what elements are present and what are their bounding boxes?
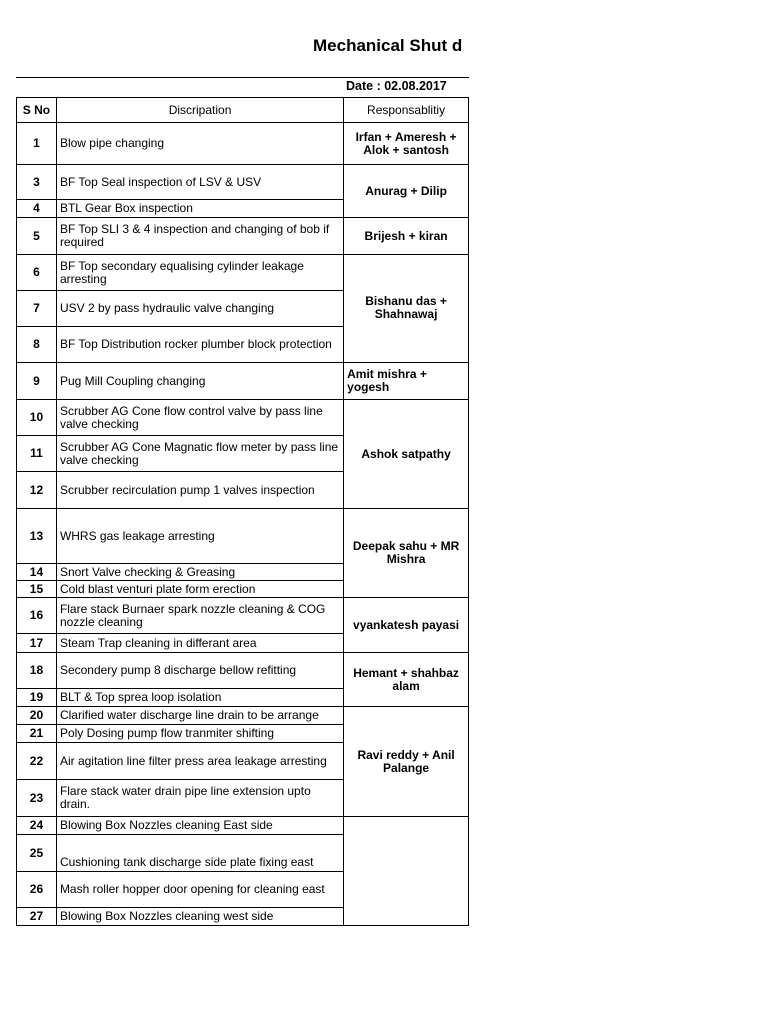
row-responsibility: Anurag + Dilip: [344, 165, 469, 218]
row-description: Blowing Box Nozzles cleaning west side: [56, 908, 343, 926]
table-row: [17, 218, 469, 255]
row-sno: 15: [17, 581, 57, 598]
title-divider: [16, 77, 469, 78]
table-row: [17, 653, 469, 689]
row-sno: 3: [17, 165, 57, 200]
row-responsibility: Bishanu das + Shahnawaj: [344, 255, 469, 363]
row-sno: 10: [17, 400, 57, 436]
row-sno: 6: [17, 255, 57, 291]
row-responsibility: [344, 817, 469, 926]
table-row: [17, 509, 469, 564]
row-description: Snort Valve checking & Greasing: [56, 564, 343, 581]
page-title: Mechanical Shut d: [313, 36, 463, 55]
row-responsibility: Ravi reddy + Anil Palange: [344, 707, 469, 817]
row-sno: 1: [17, 123, 57, 165]
row-responsibility: Ashok satpathy: [344, 400, 469, 509]
row-description: Blowing Box Nozzles cleaning East side: [56, 817, 343, 835]
row-description: Cold blast venturi plate form erection: [56, 581, 343, 598]
row-responsibility: Brijesh + kiran: [344, 218, 469, 255]
row-sno: 19: [17, 689, 57, 707]
shutdown-table: [16, 97, 469, 926]
row-description: Blow pipe changing: [56, 123, 343, 165]
row-sno: 23: [17, 780, 57, 817]
table-row: [17, 255, 469, 291]
row-sno: 25: [17, 835, 57, 872]
table-row: [17, 363, 469, 400]
row-sno: 24: [17, 817, 57, 835]
row-description: Pug Mill Coupling changing: [56, 363, 343, 400]
row-description: BLT & Top sprea loop isolation: [56, 689, 343, 707]
row-description: Scrubber recirculation pump 1 valves inspection: [56, 472, 343, 509]
table-row: [17, 165, 469, 200]
row-description: Mash roller hopper door opening for cleaning east: [56, 872, 343, 908]
row-sno: 17: [17, 634, 57, 653]
table-row: [17, 817, 469, 835]
row-description: BF Top Seal inspection of LSV & USV: [56, 165, 343, 200]
table-row: [17, 123, 469, 165]
row-description: Poly Dosing pump flow tranmiter shifting: [56, 725, 343, 743]
header-sno: S No: [17, 98, 57, 123]
row-description: Scrubber AG Cone flow control valve by pass line valve checking: [56, 400, 343, 436]
row-description: BF Top SLI 3 & 4 inspection and changing of bob if required: [56, 218, 343, 255]
row-sno: 27: [17, 908, 57, 926]
row-description: Steam Trap cleaning in differant area: [56, 634, 343, 653]
date-label: Date : 02.08.2017: [346, 79, 447, 93]
row-responsibility: vyankatesh payasi: [344, 598, 469, 653]
row-sno: 20: [17, 707, 57, 725]
header-description: Discripation: [56, 98, 343, 123]
row-description: Air agitation line filter press area leakage arresting: [56, 743, 343, 780]
row-responsibility: Hemant + shahbaz alam: [344, 653, 469, 707]
row-sno: 22: [17, 743, 57, 780]
row-sno: 4: [17, 200, 57, 218]
row-description: Cushioning tank discharge side plate fixing east: [56, 835, 343, 872]
row-sno: 8: [17, 327, 57, 363]
row-description: Flare stack Burnaer spark nozzle cleaning & COG nozzle cleaning: [56, 598, 343, 634]
row-sno: 26: [17, 872, 57, 908]
row-sno: 5: [17, 218, 57, 255]
row-description: Secondery pump 8 discharge bellow refitting: [56, 653, 343, 689]
table-row: [17, 598, 469, 634]
row-responsibility: Irfan + Ameresh + Alok + santosh: [344, 123, 469, 165]
table-row: [17, 400, 469, 436]
row-description: USV 2 by pass hydraulic valve changing: [56, 291, 343, 327]
row-responsibility: Amit mishra + yogesh: [344, 363, 469, 400]
row-sno: 13: [17, 509, 57, 564]
row-responsibility: Deepak sahu + MR Mishra: [344, 509, 469, 598]
row-description: BF Top secondary equalising cylinder leakage arresting: [56, 255, 343, 291]
header-responsibility: Responsablitiy: [344, 98, 469, 123]
row-description: Flare stack water drain pipe line extension upto drain.: [56, 780, 343, 817]
row-sno: 21: [17, 725, 57, 743]
row-description: BF Top Distribution rocker plumber block protection: [56, 327, 343, 363]
row-sno: 12: [17, 472, 57, 509]
row-sno: 9: [17, 363, 57, 400]
row-sno: 16: [17, 598, 57, 634]
row-description: Scrubber AG Cone Magnatic flow meter by pass line valve checking: [56, 436, 343, 472]
table-row: [17, 707, 469, 725]
row-description: BTL Gear Box inspection: [56, 200, 343, 218]
row-description: WHRS gas leakage arresting: [56, 509, 343, 564]
row-sno: 7: [17, 291, 57, 327]
row-sno: 18: [17, 653, 57, 689]
row-sno: 14: [17, 564, 57, 581]
row-description: Clarified water discharge line drain to be arrange: [56, 707, 343, 725]
row-sno: 11: [17, 436, 57, 472]
